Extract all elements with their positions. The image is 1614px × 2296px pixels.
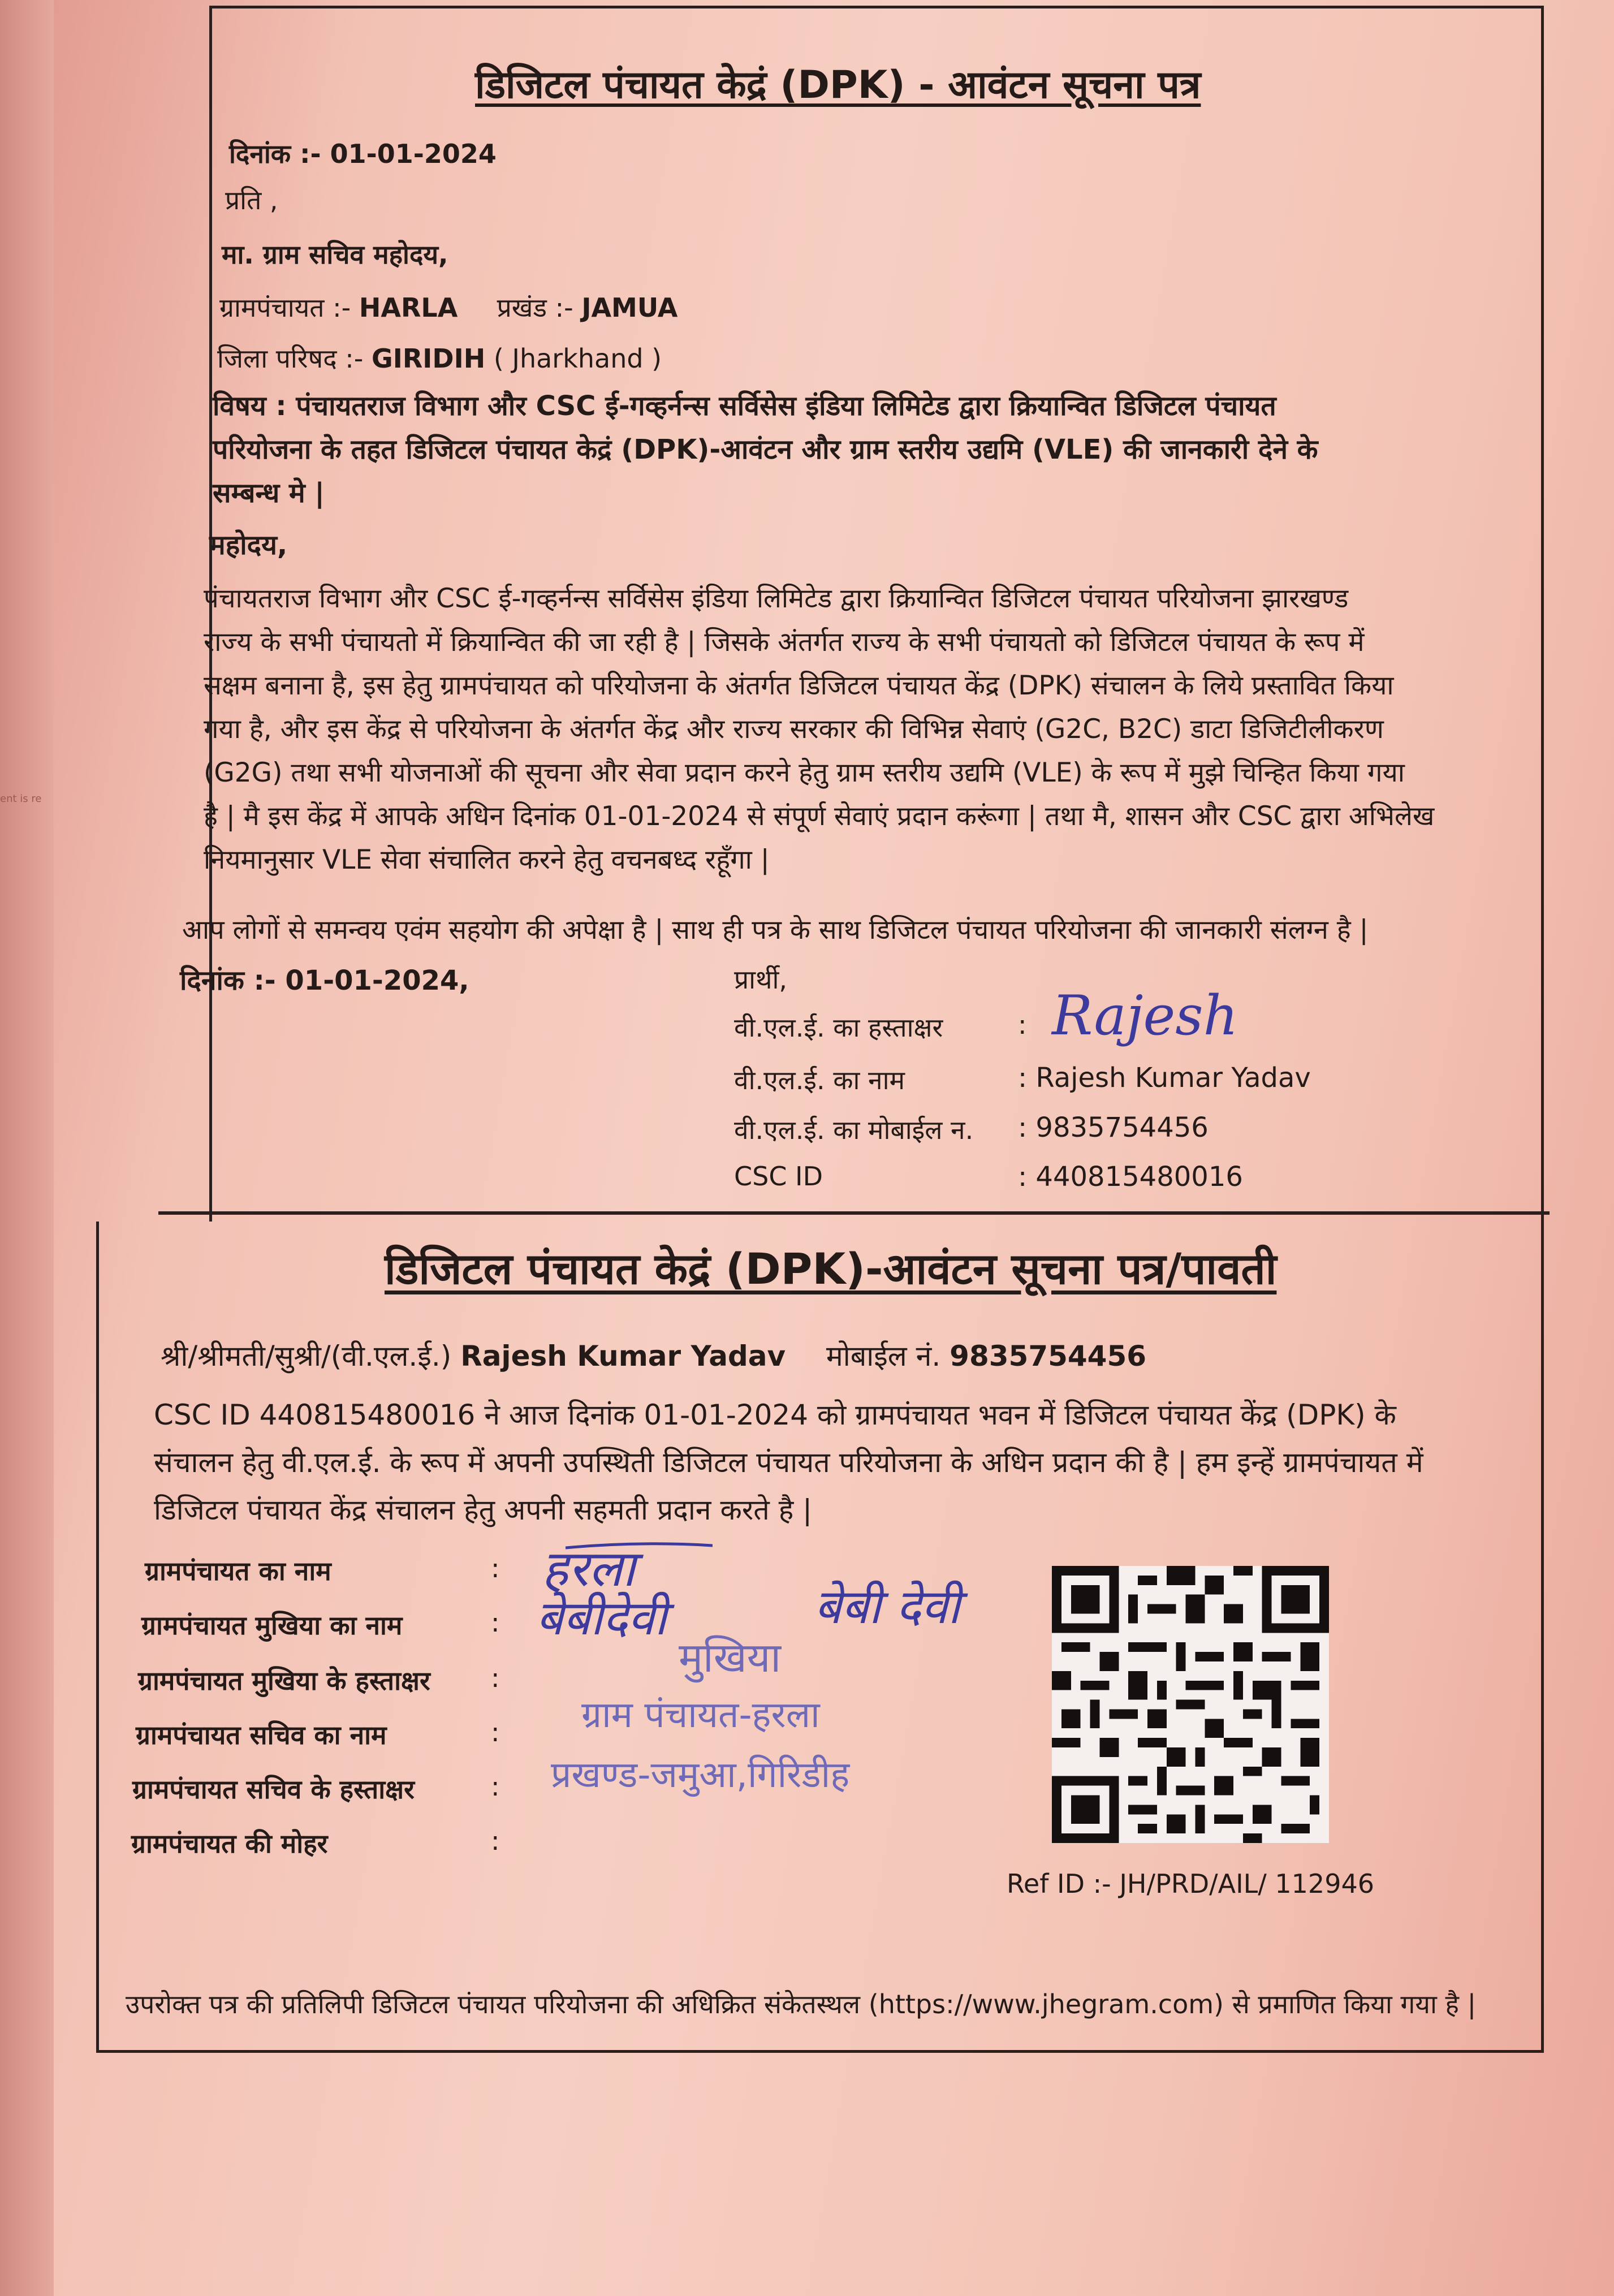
- handwritten-panchayat-name: हरला: [542, 1539, 636, 1598]
- receipt-body-line: संचालन हेतु वी.एल.ई. के रूप में अपनी उपस्थिती डिजिटल पंचायत परियोजना के अधिन प्रदान की है | हम इन्हें ग्रामपंचायत में: [154, 1446, 1423, 1479]
- row-colon: :: [491, 1663, 500, 1693]
- body-line: गया है, और इस केंद्र से परियोजना के अंतर्गत केंद्र और राज्य सरकार की विभिन्न सेवाएं (G2C, B2C) डाटा डिजिटीलीकरण: [204, 714, 1384, 745]
- district-value: GIRIDIH: [371, 343, 486, 374]
- row-colon: :: [491, 1607, 500, 1638]
- sachiv-signature-label: ग्रामपंचायत सचिव के हस्ताक्षर: [132, 1774, 415, 1805]
- csc-id-label: CSC ID: [734, 1161, 823, 1192]
- handwritten-mukhiya-name: बेबीदेवी: [536, 1590, 667, 1646]
- addressee: मा. ग्राम सचिव महोदय,: [222, 239, 448, 270]
- notice-body: [204, 577, 1434, 882]
- receipt-name-line: [161, 1336, 1146, 1374]
- receipt-body-line: डिजिटल पंचायत केंद्र संचालन हेतु अपनी सहमती प्रदान करते है |: [154, 1494, 812, 1526]
- underlying-page-text: ent is re: [0, 793, 42, 805]
- cooperation-line: आप लोगों से समन्वय एवंम सहयोग की अपेक्षा है | साथ ही पत्र के साथ डिजिटल पंचायत परियोजना की जानकारी संलग्न है |: [182, 914, 1369, 946]
- handwriting-stroke: [566, 1541, 713, 1552]
- panchayat-value: HARLA: [359, 292, 458, 323]
- notice-title: डिजिटल पंचायत केद्रं (DPK) - आवंटन सूचना पत्र: [475, 63, 1201, 107]
- mukhiya-signature-label: ग्रामपंचायत मुखिया के हस्ताक्षर: [138, 1665, 430, 1696]
- body-line: सक्षम बनाना है, इस हेतु ग्रामपंचायत को परियोजना के अंतर्गत डिजिटल पंचायत केंद्र (DPK) संचालन के लिये प्रस्तावित किया: [204, 670, 1394, 701]
- applicant-label: प्रार्थी,: [734, 964, 788, 995]
- csc-id-value: : 440815480016: [1018, 1161, 1243, 1193]
- panchayat-name-label: ग्रामपंचायत का नाम: [145, 1556, 331, 1586]
- vle-signature: Rajesh: [1052, 984, 1238, 1047]
- body-line: पंचायतराज विभाग और CSC ई-गव्हर्नन्स सर्विसेस इंडिया लिमिटेड द्वारा क्रियान्वित डिजिटल पंचायत परियोजना झारखण्ड: [204, 583, 1349, 614]
- subject-block: [213, 385, 1318, 515]
- notice-date: दिनांक :- 01-01-2024: [229, 139, 497, 169]
- row-colon: :: [491, 1553, 500, 1583]
- vle-name-label: वी.एल.ई. का नाम: [734, 1065, 905, 1095]
- vle-name: Rajesh Kumar Yadav: [460, 1340, 786, 1373]
- vle-signature-label: वी.एल.ई. का हस्ताक्षर: [734, 1012, 943, 1043]
- subject-line: परियोजना के तहत डिजिटल पंचायत केद्रं (DPK)-आवंटन और ग्राम स्तरीय उद्यमि (VLE) की जानकारी देने के: [213, 434, 1318, 465]
- row-colon: :: [491, 1771, 500, 1802]
- to-line: प्रति ,: [225, 185, 278, 215]
- block-label: प्रखंड :-: [497, 292, 573, 323]
- ref-id: Ref ID :- JH/PRD/AIL/ 112946: [1007, 1868, 1374, 1899]
- row-colon: :: [491, 1717, 500, 1747]
- vle-signature-colon: :: [1018, 1009, 1027, 1040]
- block-value: JAMUA: [581, 292, 678, 323]
- mobile-value: 9835754456: [950, 1340, 1147, 1373]
- mukhiya-name-label: ग्रामपंचायत मुखिया का नाम: [141, 1610, 403, 1641]
- footer-note: उपरोक्त पत्र की प्रतिलिपी डिजिटल पंचायत परियोजना की अधिक्रित संकेतस्थल (https://www.jhegram.com) से प्रमाणित किया गया है |: [126, 1989, 1477, 2019]
- underlying-page-edge: [0, 0, 54, 2296]
- sign-date: दिनांक :- 01-01-2024,: [180, 965, 469, 996]
- row-colon: :: [491, 1825, 500, 1856]
- body-line: राज्य के सभी पंचायतो में क्रियान्वित की जा रही है | जिसके अंतर्गत राज्य के सभी पंचायतो को डिजिटल पंचायत के रूप में: [204, 627, 1365, 658]
- vle-name-value: : Rajesh Kumar Yadav: [1018, 1062, 1311, 1094]
- section-divider: [158, 1211, 1550, 1215]
- mukhiya-signature: बेबी देवी: [814, 1579, 960, 1634]
- subject-line: विषय : पंचायतराज विभाग और CSC ई-गव्हर्नन्स सर्विसेस इंडिया लिमिटेड द्वारा क्रियान्वित डिजिटल पंचायत: [213, 390, 1276, 422]
- vle-mobile-label: वी.एल.ई. का मोबाईल न.: [734, 1115, 974, 1145]
- stamp-line: मुखिया: [679, 1634, 782, 1681]
- mobile-label: मोबाईल नं.: [826, 1340, 941, 1373]
- district-label: जिला परिषद :-: [217, 343, 364, 374]
- subject-line: सम्बन्ध मे |: [213, 477, 325, 509]
- district-state: ( Jharkhand ): [493, 343, 662, 374]
- salutation: महोदय,: [209, 529, 288, 561]
- panchayat-line: [219, 290, 677, 325]
- vle-mobile-value: : 9835754456: [1018, 1112, 1209, 1143]
- receipt-body: [154, 1391, 1423, 1534]
- panchayat-seal-label: ग्रामपंचायत की मोहर: [131, 1828, 328, 1859]
- qr-code: [1052, 1564, 1329, 1845]
- receipt-body-line: CSC ID 440815480016 ने आज दिनांक 01-01-2024 को ग्रामपंचायत भवन में डिजिटल पंचायत केंद्र (DPK) के: [154, 1399, 1396, 1431]
- stamp-line: प्रखण्ड-जमुआ,गिरिडीह: [551, 1754, 850, 1796]
- panchayat-label: ग्रामपंचायत :-: [219, 292, 351, 323]
- body-line: है | मै इस केंद्र में आपके अधिन दिनांक 01-01-2024 से संपूर्ण सेवाएं प्रदान करूंगा | तथा मै, शासन और CSC द्वारा अभिलेख: [204, 801, 1435, 832]
- name-prefix: श्री/श्रीमती/सुश्री/(वी.एल.ई.): [161, 1340, 452, 1373]
- body-line: नियमानुसार VLE सेवा संचालित करने हेतु वचनबध्द रहूँगा |: [204, 844, 770, 875]
- body-line: (G2G) तथा सभी योजनाओं की सूचना और सेवा प्रदान करने हेतु ग्राम स्तरीय उद्यमि (VLE) के रूप में मुझे चिन्हित किया गया: [204, 757, 1405, 788]
- district-line: [217, 340, 662, 376]
- receipt-title: डिजिटल पंचायत केद्रं (DPK)-आवंटन सूचना पत्र/पावती: [385, 1244, 1277, 1294]
- sachiv-name-label: ग्रामपंचायत सचिव का नाम: [136, 1720, 387, 1750]
- stamp-line: ग्राम पंचायत-हरला: [581, 1694, 820, 1736]
